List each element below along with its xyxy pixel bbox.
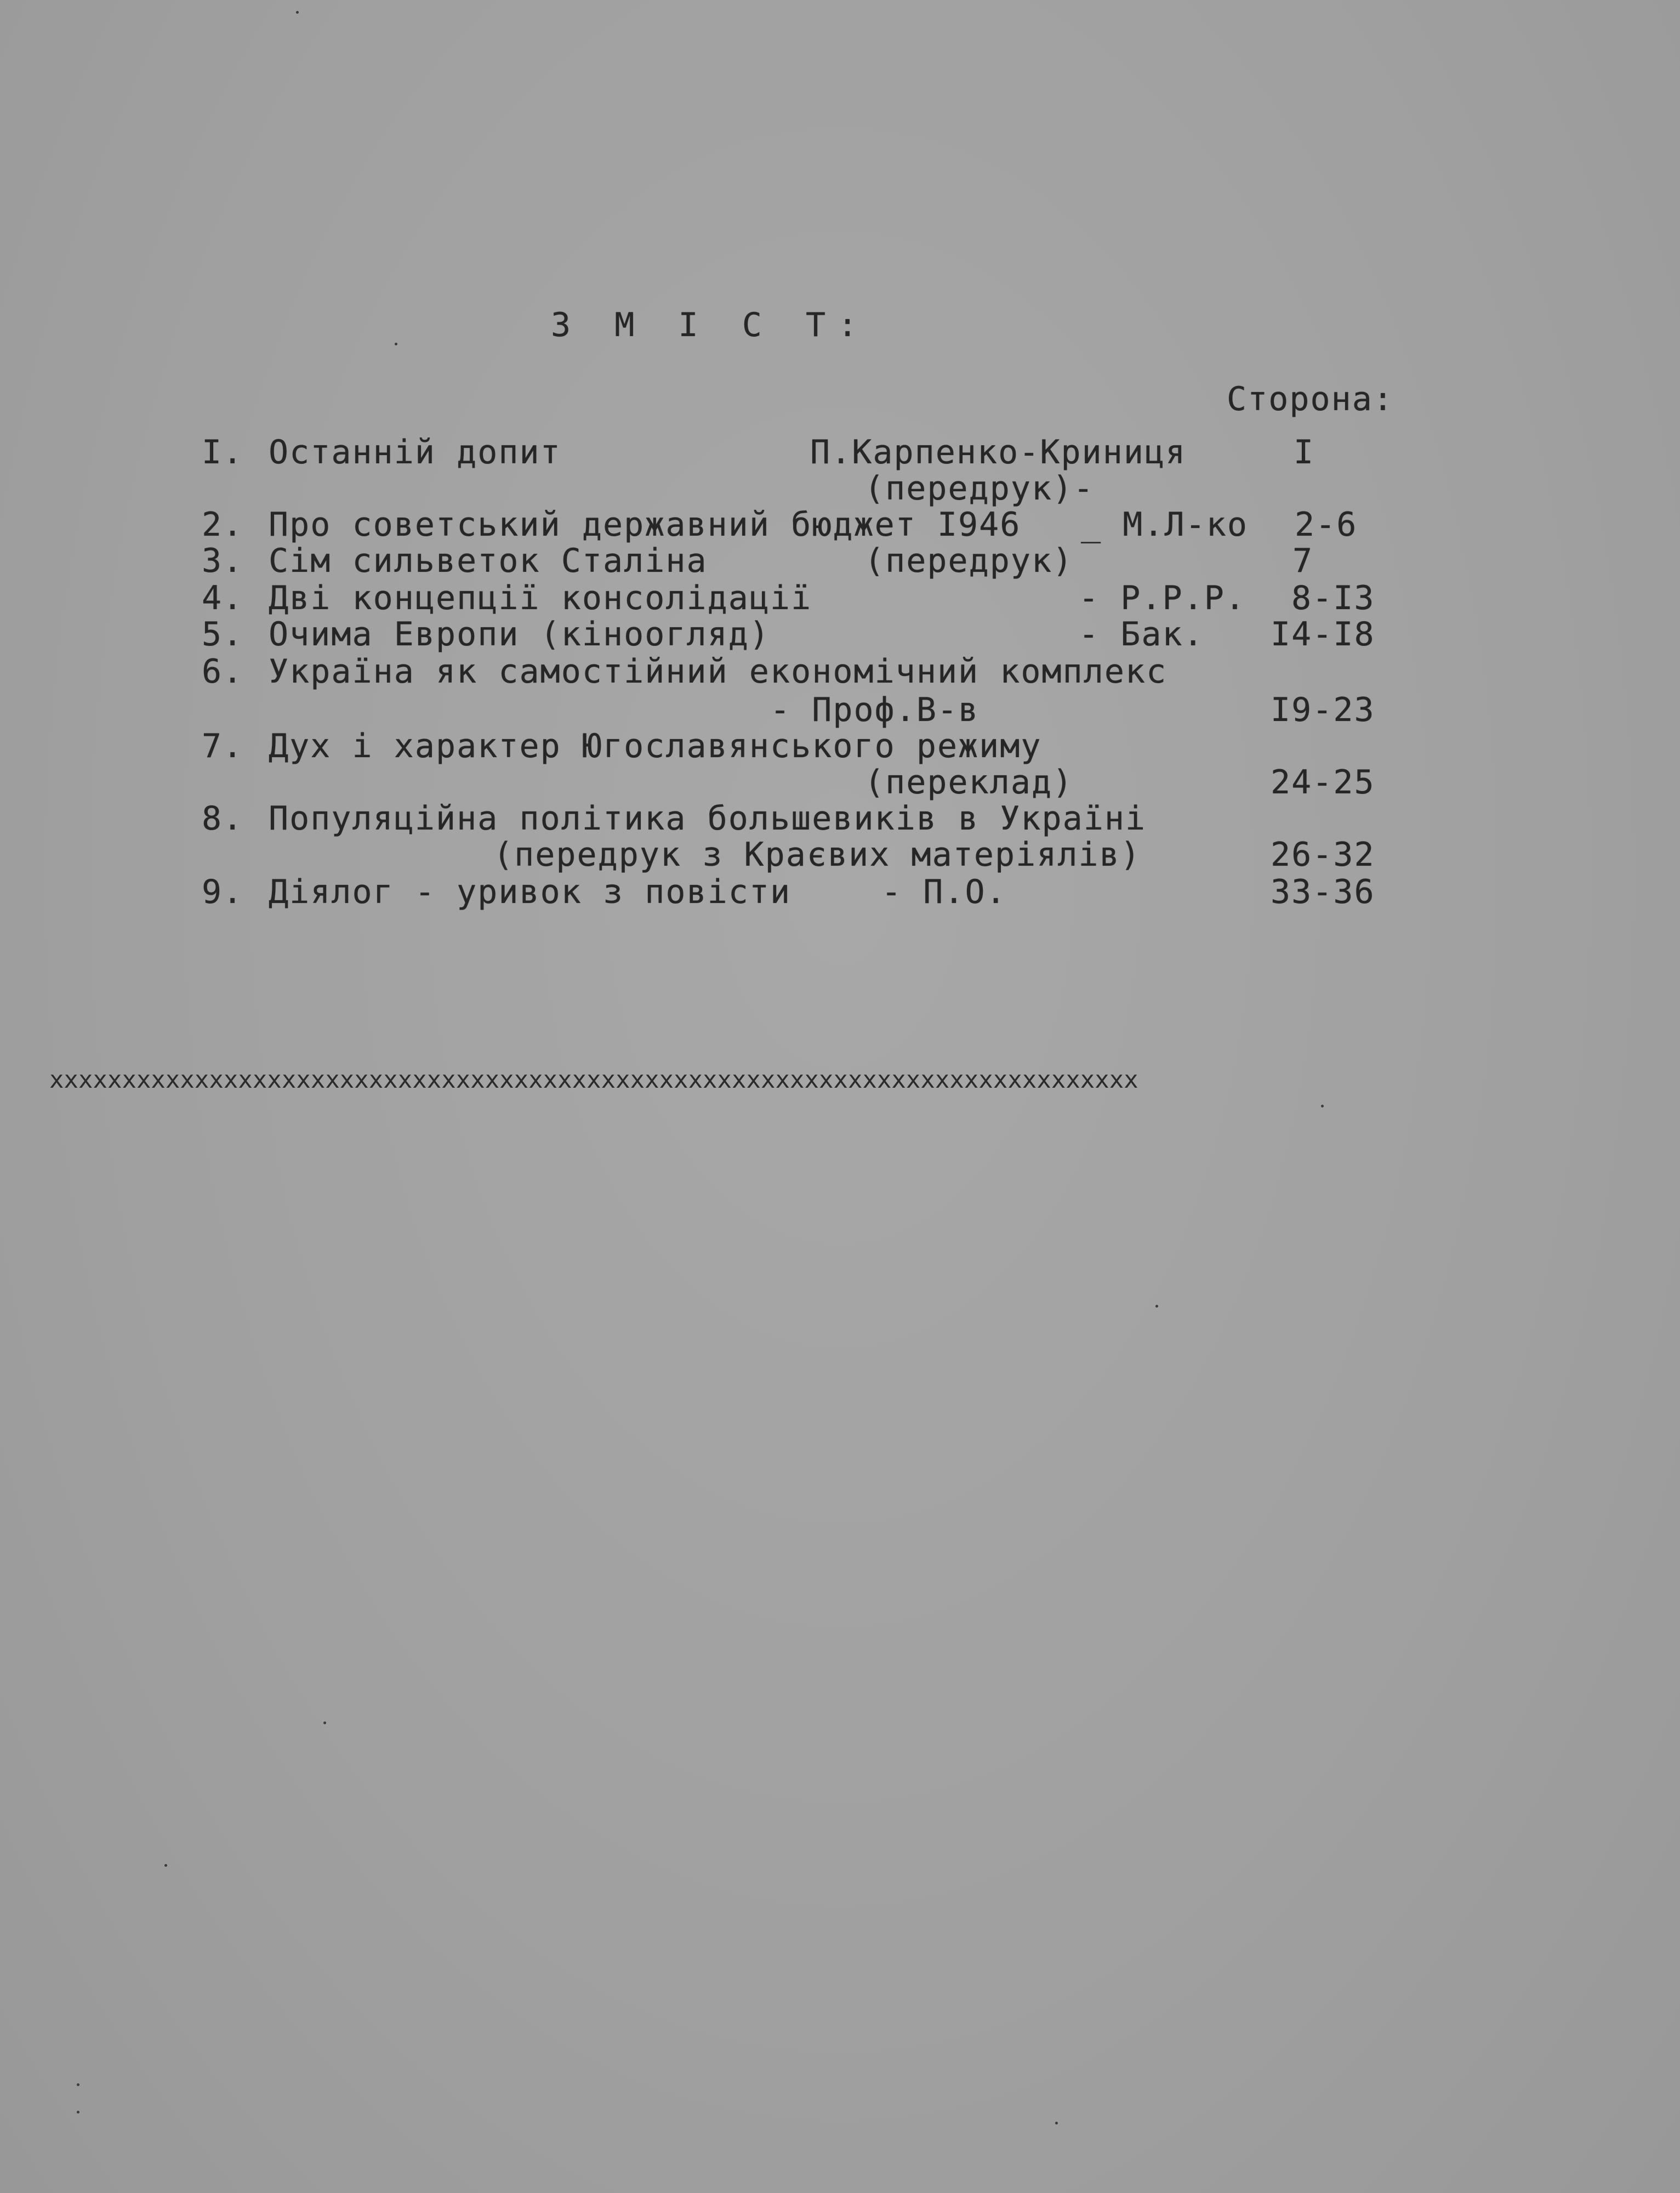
entry-2-number: 2. <box>202 505 244 544</box>
entry-4-title: Дві концепції консолідації <box>269 579 812 617</box>
entry-8-pages: 26-32 <box>1271 836 1375 874</box>
contents-heading: З М І С Т: <box>551 306 870 344</box>
entry-1-pages: І <box>1294 433 1315 471</box>
entry-2-author: _ М.Л-ко <box>1081 505 1248 544</box>
entry-5-number: 5. <box>202 615 244 654</box>
entry-7-pages: 24-25 <box>1271 763 1375 802</box>
paper-speck <box>1155 1305 1158 1308</box>
entry-6-title: Україна як самостійний економічний комплекс <box>269 652 1168 691</box>
paper-speck <box>1321 1105 1324 1107</box>
paper-speck <box>323 1722 326 1724</box>
entry-8-title: Популяційна політика большевиків в Україні <box>269 799 1147 838</box>
paper-speck <box>296 11 299 14</box>
entry-3-number: 3. <box>202 542 244 580</box>
page-column-header: Сторона: <box>1227 380 1394 418</box>
entry-6-author: - Проф.В-в <box>770 691 979 729</box>
entry-5-pages: І4-І8 <box>1271 615 1375 654</box>
paper-speck <box>1055 2122 1058 2124</box>
paper-speck <box>395 343 397 345</box>
entry-6-number: 6. <box>202 652 244 691</box>
paper-speck <box>164 1864 167 1867</box>
entry-3-title: Сім сильветок Сталіна <box>269 542 708 580</box>
entry-9-title: Діялог - уривок з повісти <box>269 873 791 911</box>
entry-5-author: - Бак. <box>1079 615 1204 654</box>
entry-6-pages: І9-23 <box>1271 691 1375 729</box>
entry-9-author: - П.О. <box>881 873 1007 911</box>
entry-7-title: Дух і характер Югославянського режиму <box>269 727 1042 765</box>
entry-3-author: (передрук) <box>864 542 1074 580</box>
entry-9-number: 9. <box>202 873 244 911</box>
entry-4-pages: 8-ІЗ <box>1291 579 1375 617</box>
entry-5-title: Очима Европи (кіноогляд) <box>269 615 770 654</box>
entry-4-author: - Р.Р.Р. <box>1079 579 1246 617</box>
entry-8-number: 8. <box>202 799 244 838</box>
entry-1-title: Останній допит <box>269 433 561 471</box>
entry-1-note: (передрук)- <box>864 469 1095 508</box>
entry-2-title: Про советський державний бюджет І946 <box>269 505 1021 544</box>
entry-7-number: 7. <box>202 727 244 765</box>
separator-line: xxxxxxxxxxxxxxxxxxxxxxxxxxxxxxxxxxxxxxxxxxxxxxxxxxxxxxxxxxxxxxxxxxxxxxxxxxx <box>49 1066 1138 1094</box>
entry-7-author: (переклад) <box>864 763 1074 802</box>
entry-1-author: П.Карпенко-Криниця <box>810 433 1187 471</box>
entry-1-number: І. <box>202 433 244 471</box>
entry-4-number: 4. <box>202 579 244 617</box>
entry-8-author: (передрук з Краєвих матеріялів) <box>493 836 1141 874</box>
paper-speck <box>77 2083 79 2086</box>
entry-9-pages: 33-36 <box>1271 873 1375 911</box>
entry-2-pages: 2-6 <box>1295 505 1358 544</box>
entry-3-pages: 7 <box>1292 542 1314 580</box>
paper-speck <box>77 2111 79 2114</box>
